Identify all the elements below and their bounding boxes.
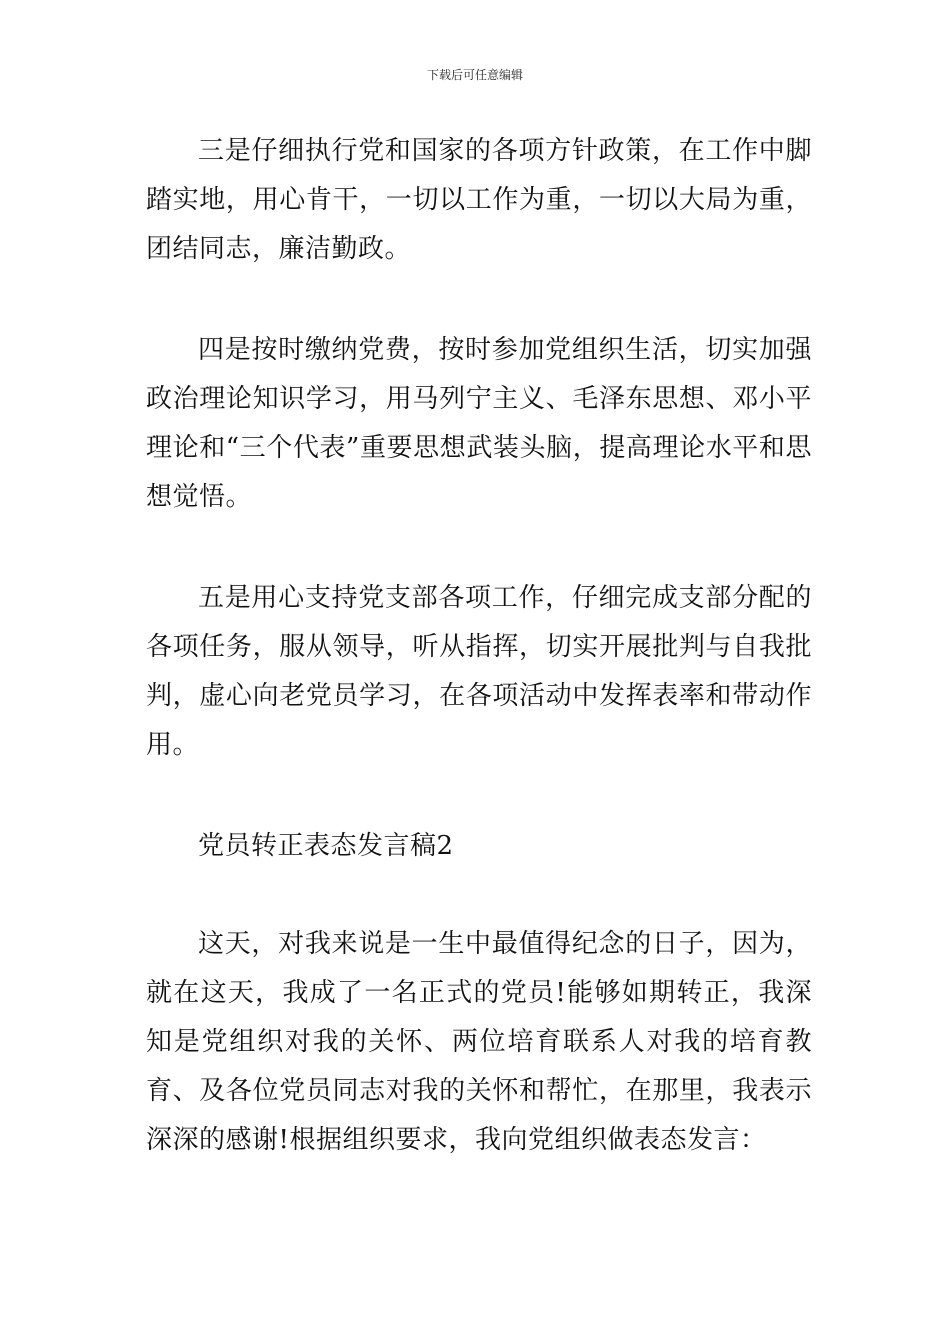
section-heading: 党员转正表态发言稿2: [198, 831, 454, 861]
header-note: 下载后可任意编辑: [426, 68, 523, 82]
paragraph-opening-statement: 这天，对我来说是一生中最值得纪念的日子，因为，就在这天，我成了一名正式的党员!能够如期转正，我深知是党组织对我的关怀、两位培育联系人对我的培育教育、及各位党员同志对我的关怀和帮忙，在那里，我表示深深的感谢!根据组织要求，我向党组织做表态发言：: [146, 929, 812, 1155]
paragraph-point-five: 五是用心支持党支部各项工作，仔细完成支部分配的各项任务，服从领导，听从指挥，切实开展批判与自我批判，虚心向老党员学习，在各项活动中发挥表率和带动作用。: [146, 583, 812, 760]
paragraph-point-four: 四是按时缴纳党费，按时参加党组织生活，切实加强政治理论知识学习，用马列宁主义、毛泽东思想、邓小平理论和“三个代表”重要思想武装头脑，提高理论水平和思想觉悟。: [146, 335, 812, 512]
paragraph-point-three: 三是仔细执行党和国家的各项方针政策，在工作中脚踏实地，用心肯干，一切以工作为重，一切以大局为重，团结同志，廉洁勤政。: [146, 136, 812, 264]
